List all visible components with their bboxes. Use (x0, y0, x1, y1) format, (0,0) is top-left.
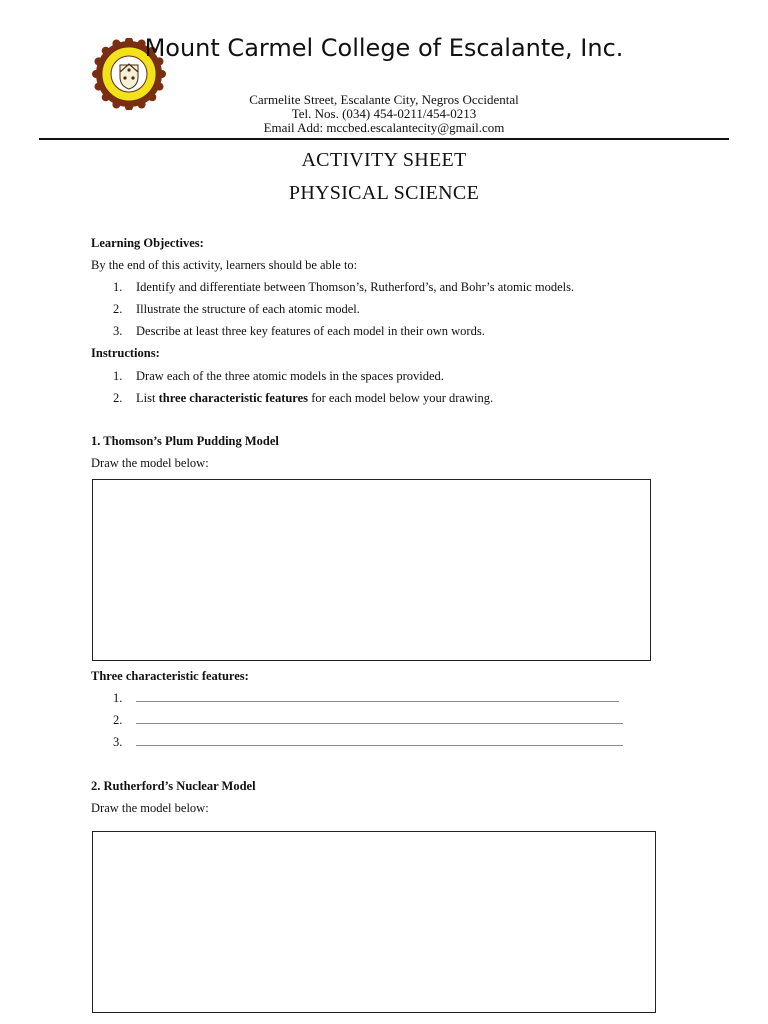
objective-item: Identify and differentiate between Thomson’s, Rutherford’s, and Bohr’s atomic models. (136, 280, 575, 294)
school-telephone: Tel. Nos. (034) 454-0211/454-0213 (291, 106, 477, 121)
draw-prompt: Draw the model below: (91, 801, 209, 815)
draw-prompt: Draw the model below: (91, 456, 209, 470)
subject-title: PHYSICAL SCIENCE (288, 182, 480, 204)
school-address: Carmelite Street, Escalante City, Negros Occidental (249, 92, 519, 107)
objective-item: Describe at least three key features of each model in their own words. (136, 324, 485, 338)
section-heading-rutherford: 2. Rutherford’s Nuclear Model (91, 779, 256, 793)
section-heading-thomson: 1. Thomson’s Plum Pudding Model (91, 434, 279, 448)
feature-answer-line[interactable] (136, 701, 619, 702)
feature-answer-line[interactable] (136, 745, 623, 746)
thomson-drawing-box[interactable] (92, 479, 651, 661)
instruction-item: Draw each of the three atomic models in the spaces provided. (136, 369, 444, 383)
objective-number: 3. (113, 324, 123, 338)
school-name: Mount Carmel College of Escalante, Inc. (144, 34, 624, 62)
instructions-heading: Instructions: (91, 346, 160, 360)
instruction-number: 1. (113, 369, 123, 383)
instruction-emphasis: three characteristic features (158, 391, 309, 405)
instruction-item (136, 390, 493, 406)
objectives-intro: By the end of this activity, learners should be able to: (91, 258, 358, 272)
header-divider (39, 138, 729, 140)
school-email: Email Add: mccbed.escalantecity@gmail.com (263, 120, 505, 135)
feature-answer-line[interactable] (136, 723, 623, 724)
instruction-text: for each model below your drawing. (308, 391, 494, 405)
feature-number: 3. (113, 735, 123, 749)
instruction-text: List (136, 391, 159, 405)
rutherford-drawing-box[interactable] (92, 831, 656, 1013)
objective-number: 2. (113, 302, 123, 316)
feature-number: 2. (113, 713, 123, 727)
feature-number: 1. (113, 691, 123, 705)
objective-number: 1. (113, 280, 123, 294)
instruction-number: 2. (113, 391, 123, 405)
objective-item: Illustrate the structure of each atomic model. (136, 302, 360, 316)
features-heading: Three characteristic features: (91, 669, 249, 683)
objectives-heading: Learning Objectives: (91, 236, 204, 250)
sheet-title: ACTIVITY SHEET (301, 149, 467, 171)
